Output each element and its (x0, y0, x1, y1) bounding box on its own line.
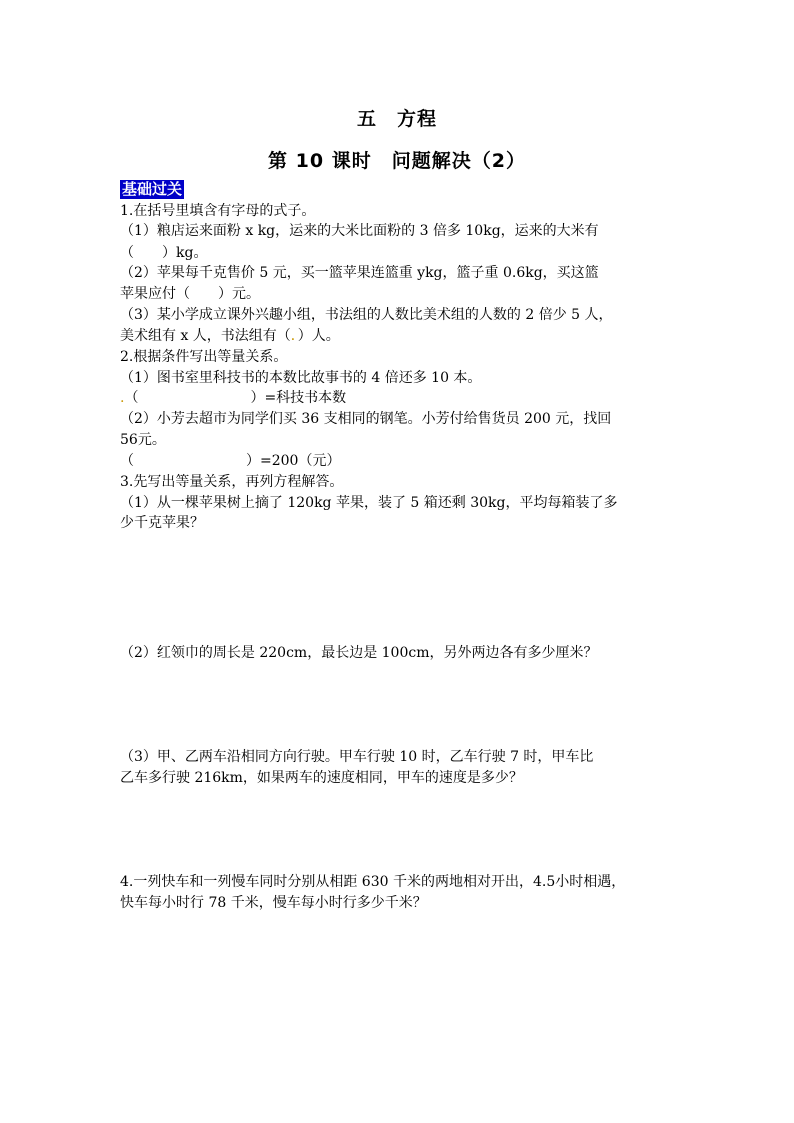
question-2-heading: 2.根据条件写出等量关系。 (120, 349, 288, 365)
question-4-line-b: 快车每小时行 78 千米，慢车每小时行多少千米？ (120, 895, 427, 911)
question-2-2-line-a: （2）小芳去超市为同学们买 36 支相同的钢笔。小芳付给售货员 200 元，找回 (120, 411, 612, 427)
question-2-2-blank: （ ）=200（元） (120, 453, 341, 469)
question-3-1-line-a: （1）从一棵苹果树上摘了 120kg 苹果，装了 5 箱还剩 30kg，平均每箱装了多 (120, 495, 618, 511)
question-2-1-blank: （ ）=科技书本数 (124, 390, 347, 406)
question-3-2: （2）红领巾的周长是 220cm，最长边是 100cm，另外两边各有多少厘米？ (120, 645, 598, 661)
question-1-3-line-b (120, 326, 340, 346)
question-1-1-line-b: （ ）kg。 (120, 245, 208, 261)
question-4-line-a: 4.一列快车和一列慢车同时分别从相距 630 千米的两地相对开出，4.5小时相遇， (120, 874, 626, 890)
question-3-1-line-b: 少千克苹果？ (120, 515, 204, 531)
question-1-heading: 1.在括号里填含有字母的式子。 (120, 203, 316, 219)
question-1-2-line-a: （2）苹果每千克售价 5 元，买一篮苹果连篮重 ykg，篮子重 0.6kg，买这篮 (120, 265, 599, 281)
yellow-dot-mark: . (120, 390, 125, 406)
question-2-1-line-b (120, 388, 346, 408)
question-3-heading: 3.先写出等量关系，再列方程解答。 (120, 474, 344, 490)
question-3-3-line-b: 乙车多行驶 216km，如果两车的速度相同，甲车的速度是多少？ (120, 770, 523, 786)
question-1-2-line-b: 苹果应付（ ）元。 (120, 286, 260, 302)
lesson-title: 第 10 课时 问题解决（2） (268, 150, 526, 172)
question-1-1-line-a: （1）粮店运来面粉 x kg，运来的大米比面粉的 3 倍多 10kg，运来的大米有 (120, 223, 599, 239)
yellow-dot-mark: ． (290, 328, 298, 344)
question-1-3-text-before: 美术组有 x 人，书法组有（ (120, 328, 291, 344)
question-1-3-text-after: ）人。 (297, 328, 340, 344)
question-3-3-line-a: （3）甲、乙两车沿相同方向行驶。甲车行驶 10 时，乙车行驶 7 时，甲车比 (120, 749, 594, 765)
question-2-1-line-a: （1）图书室里科技书的本数比故事书的 4 倍还多 10 本。 (120, 370, 482, 386)
unit-title: 五 方程 (356, 108, 437, 130)
question-2-2-line-b: 56元。 (120, 432, 166, 448)
question-1-3-line-a: （3）某小学成立课外兴趣小组，书法组的人数比美术组的人数的 2 倍少 5 人， (120, 307, 613, 323)
section-badge: 基础过关 (122, 180, 183, 198)
